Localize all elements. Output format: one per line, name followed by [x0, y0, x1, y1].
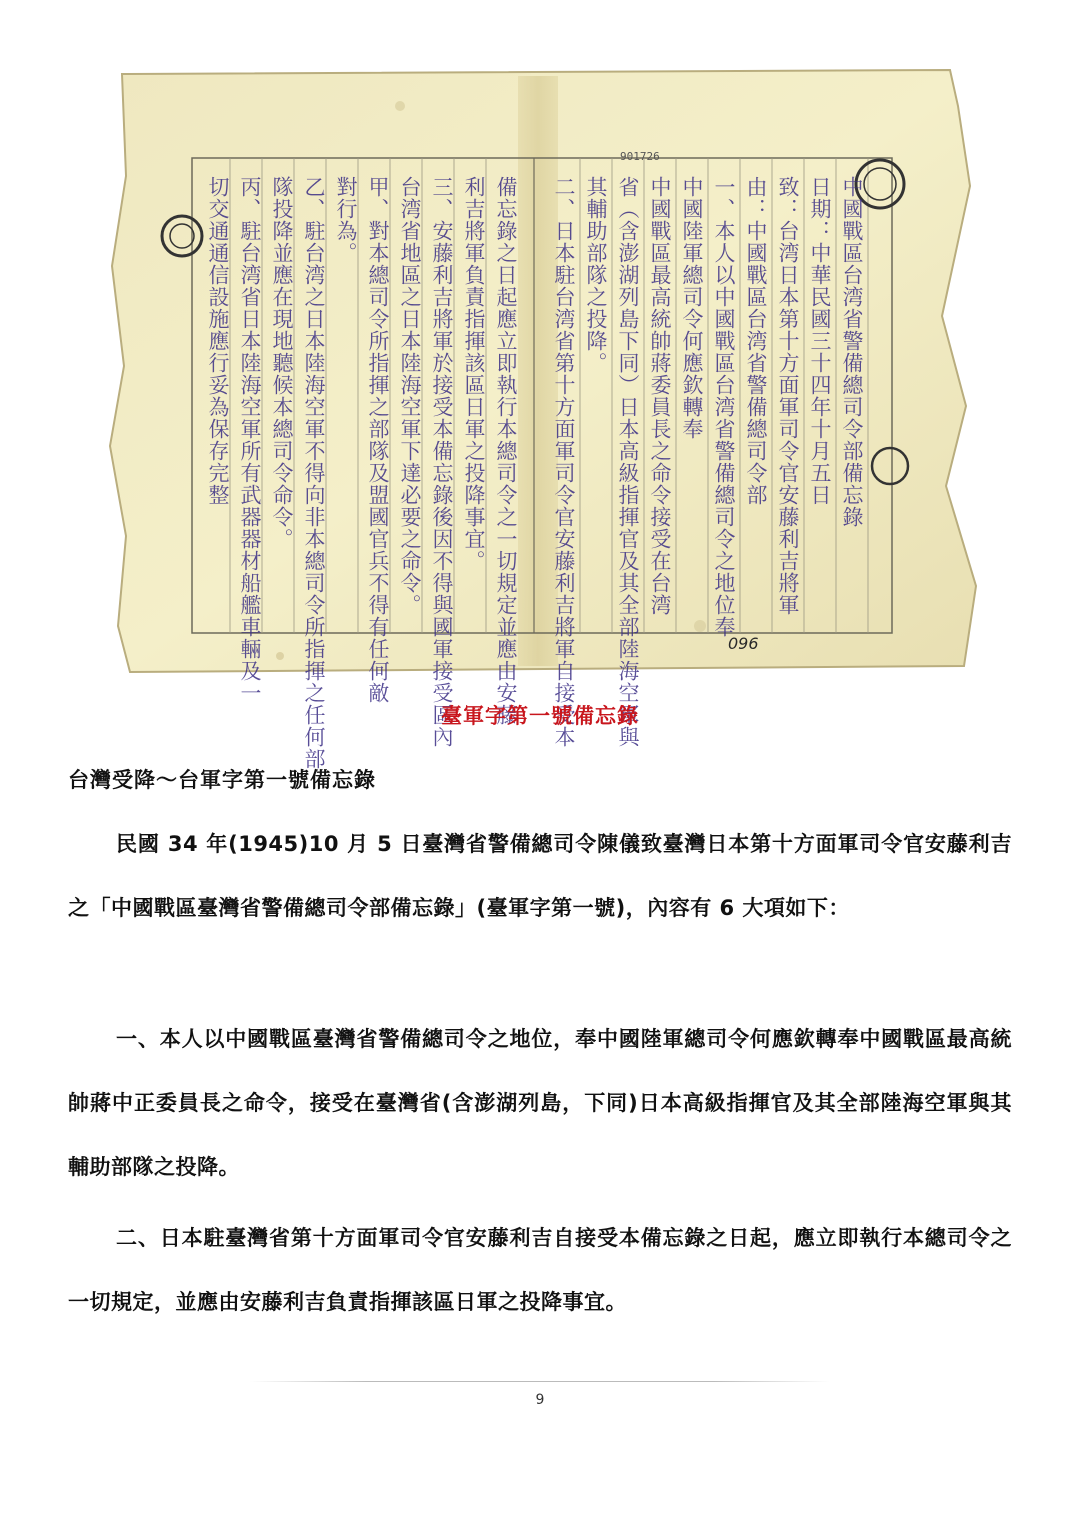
doc-column: 日期：中華民國三十四年十月五日 — [808, 176, 832, 506]
doc-column: 由：中國戰區台湾省警備總司令部 — [744, 176, 768, 506]
page-mark: 096 — [728, 634, 759, 653]
doc-column: 利吉將軍負責指揮該區日軍之投降事宜。 — [462, 176, 486, 572]
doc-column: 三、安藤利吉將軍於接受本備忘錄後因不得與國軍接受區內 — [430, 176, 454, 748]
archive-number: 901726 — [620, 150, 660, 163]
figure-caption: 臺軍字第一號備忘錄 — [441, 704, 639, 728]
doc-column: 備忘錄之日起應立即執行本總司令之一切規定並應由安藤 — [494, 176, 518, 726]
footer-rule — [250, 1381, 830, 1382]
doc-column: 中國戰區台湾省警備總司令部備忘錄 — [840, 176, 864, 528]
body-paragraph: 一、本人以中國戰區臺灣省警備總司令之地位，奉中國陸軍總司令何應欽轉奉中國戰區最高統帥蔣中正委員長之命令，接受在臺灣省(含澎湖列島，下同)日本高級指揮官及其全部陸海空軍與其輔助部隊之投降。 — [68, 1027, 1012, 1179]
doc-column: 乙、駐台湾之日本陸海空軍不得向非本總司令所指揮之任何部 — [302, 176, 326, 770]
doc-column: 對行為。 — [334, 176, 358, 264]
doc-column: 二、日本駐台湾省第十方面軍司令官安藤利吉將軍自接受本 — [552, 176, 576, 748]
doc-column: 中國陸軍總司令何應欽轉奉 — [680, 176, 704, 440]
body-paragraph: 二、日本駐臺灣省第十方面軍司令官安藤利吉自接受本備忘錄之日起，應立即執行本總司令之一切規定，並應由安藤利吉負責指揮該區日軍之投降事宜。 — [68, 1226, 1012, 1314]
doc-column: 丙、駐台湾省日本陸海空軍所有武器器材船艦車輛及一 — [238, 176, 262, 704]
doc-column: 省（含澎湖列島下同）日本高級指揮官及其全部陸海空軍與 — [616, 176, 640, 748]
doc-column: 中國戰區最高統帥蔣委員長之命令接受在台湾 — [648, 176, 672, 616]
section-heading: 台灣受降～台軍字第一號備忘錄 — [68, 768, 376, 792]
page-number: 9 — [535, 1392, 545, 1408]
doc-column: 甲、對本總司令所指揮之部隊及盟國官兵不得有任何敵 — [366, 176, 390, 704]
doc-column: 切交通通信設施應行妥為保存完整 — [206, 176, 230, 506]
doc-column: 隊投降並應在現地聽候本總司令命令。 — [270, 176, 294, 550]
doc-column: 一、本人以中國戰區台湾省警備總司令之地位奉 — [712, 176, 736, 638]
doc-column: 致：台湾日本第十方面軍司令官安藤利吉將軍 — [776, 176, 800, 616]
doc-column: 其輔助部隊之投降。 — [584, 176, 608, 374]
doc-column: 台湾省地區之日本陸海空軍下達必要之命令。 — [398, 176, 422, 616]
body-paragraph: 民國 34 年(1945)10 月 5 日臺灣省警備總司令陳儀致臺灣日本第十方面軍司令官安藤利吉之「中國戰區臺灣省警備總司令部備忘錄」(臺軍字第一號)，內容有 6 大項如下： — [68, 832, 1012, 920]
